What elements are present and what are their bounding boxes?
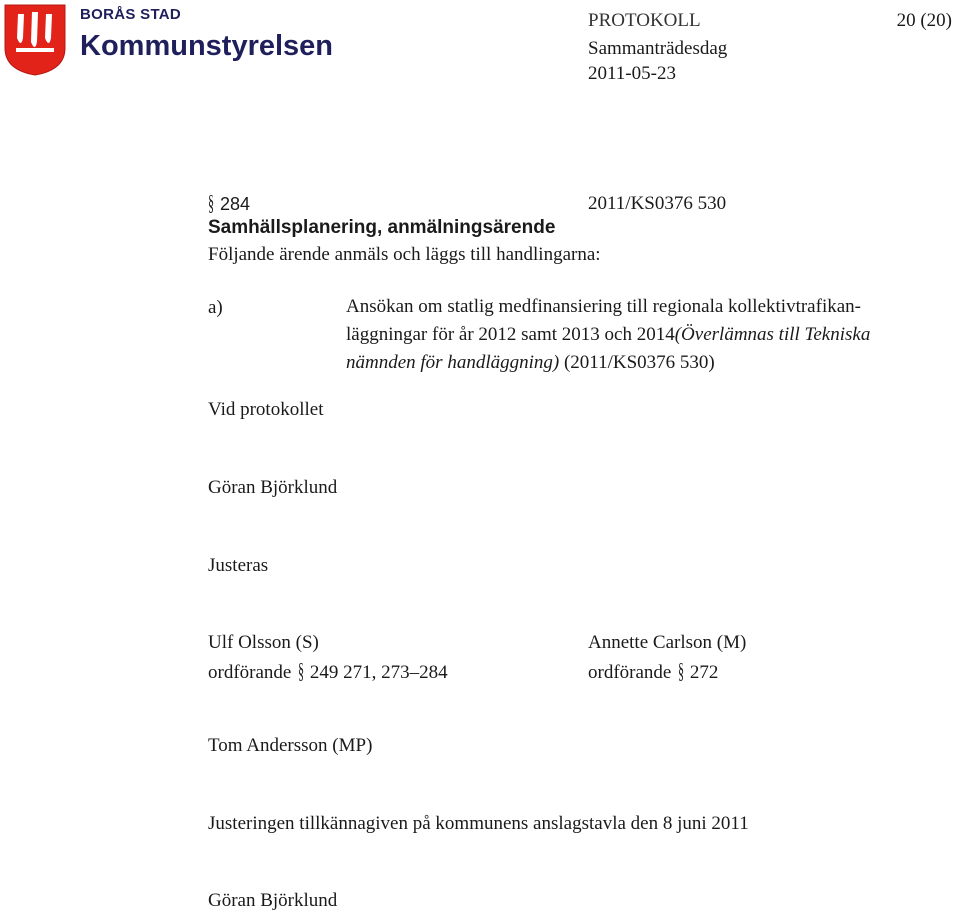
item-text <box>346 293 958 377</box>
city-coat-of-arms <box>4 4 66 76</box>
section-number <box>208 190 250 216</box>
case-number: 2011/KS0376 530 <box>588 193 727 214</box>
doc-type: PROTOKOLL <box>588 10 701 31</box>
brand-city-name: BORÅS STAD <box>80 6 182 23</box>
meeting-label: Sammanträdesdag <box>588 38 728 59</box>
signatory-2-role-text: ordförande <box>588 662 672 683</box>
secretary-name: Göran Björklund <box>208 477 338 498</box>
signatory-2-sections: 272 <box>689 662 719 683</box>
item-line-2-italic: (Överlämnas till Tekniska <box>674 324 871 345</box>
meeting-date: 2011-05-23 <box>588 63 676 84</box>
item-line-3-italic: nämnden för handläggning) <box>346 352 560 373</box>
item-line-3 <box>346 349 958 377</box>
announcement-text: Justeringen tillkännagiven på kommunens anslagstavla den 8 juni 2011 <box>208 813 749 834</box>
brand-organization-name: Kommunstyrelsen <box>80 30 334 62</box>
final-signatory-name: Göran Björklund <box>208 890 338 911</box>
section-title: Samhällsplanering, anmälningsärende <box>208 217 556 238</box>
section-intro: Följande ärende anmäls och läggs till handlingarna: <box>208 244 601 265</box>
section-sign-icon: § <box>678 658 685 683</box>
item-line-3-plain: (2011/KS0376 530) <box>559 352 715 373</box>
item-line-2 <box>346 321 958 349</box>
item-line-2-plain: läggningar för år 2012 samt 2013 och 2014 <box>346 324 675 345</box>
signatory-1-role-text: ordförande <box>208 662 292 683</box>
item-line-1: Ansökan om statlig medfinansiering till regionala kollektivtrafikan- <box>346 296 861 317</box>
section-number-text: 284 <box>220 194 251 214</box>
signatory-2-role <box>588 658 718 684</box>
justeras-label: Justeras <box>208 555 269 576</box>
vid-protokollet-label: Vid protokollet <box>208 399 324 420</box>
signatory-1-sections: 249 271, 273–284 <box>309 662 448 683</box>
section-sign-icon: § <box>208 190 215 215</box>
item-label: a) <box>208 297 223 318</box>
section-sign-icon: § <box>298 658 305 683</box>
signatory-1-name: Ulf Olsson (S) <box>208 632 319 653</box>
page-number: 20 (20) <box>896 10 952 31</box>
signatory-3-name: Tom Andersson (MP) <box>208 735 373 756</box>
signatory-2-name: Annette Carlson (M) <box>588 632 747 653</box>
signatory-1-role <box>208 658 448 684</box>
